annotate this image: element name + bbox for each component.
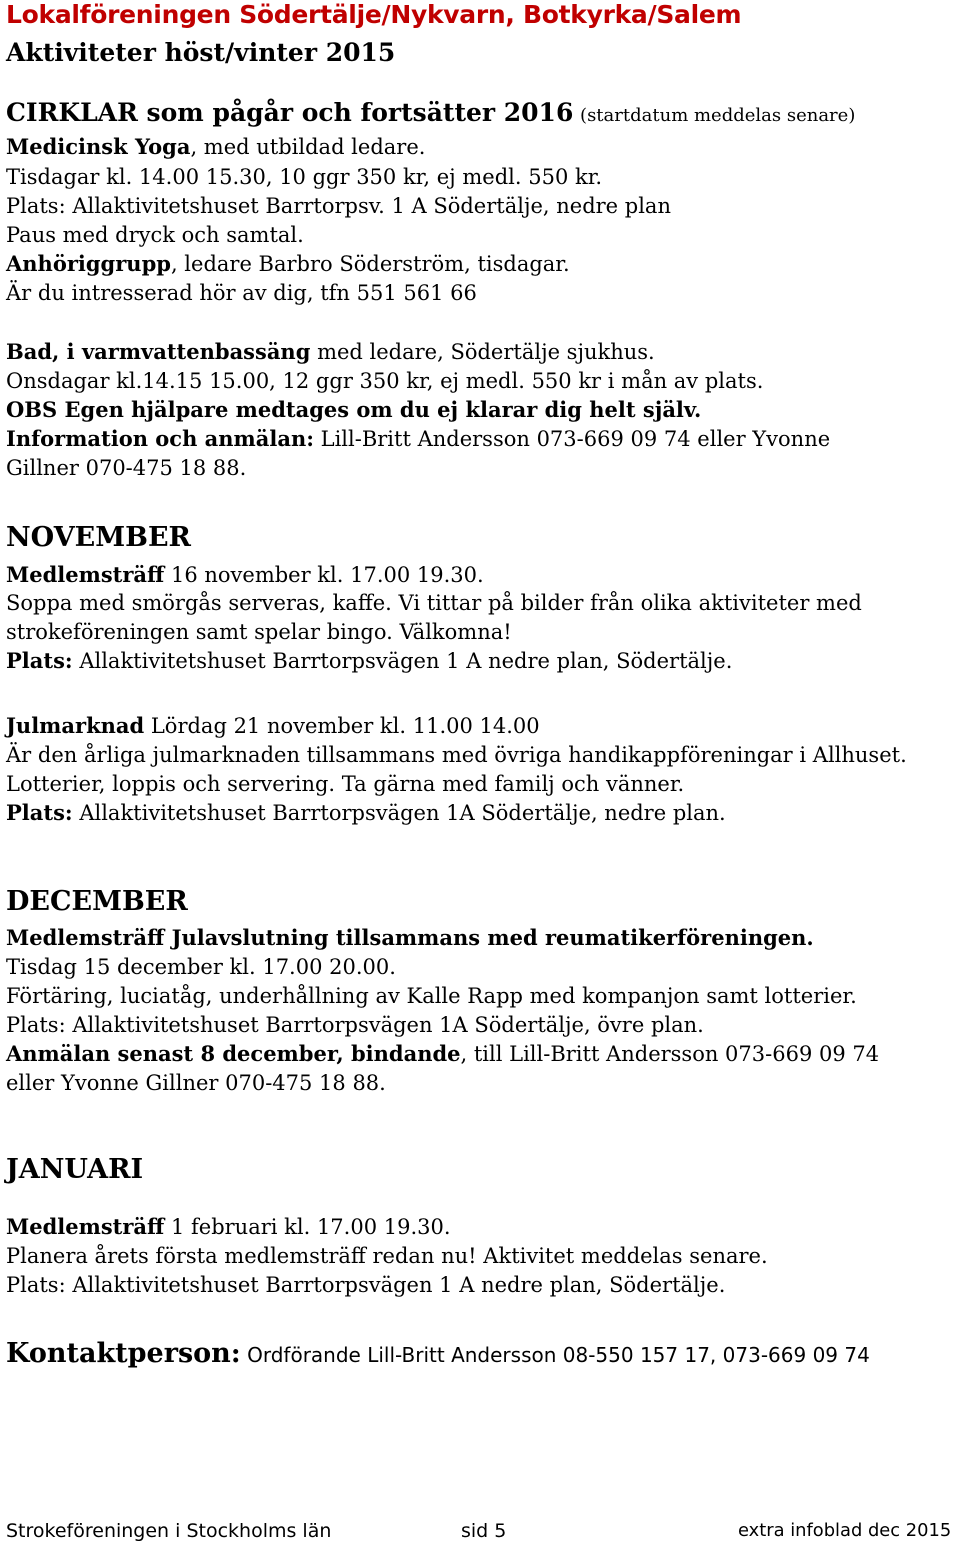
december-program: Förtäring, luciatåg, underhållning av Kalle Rapp med kompanjon samt lotterier. [6,984,857,1008]
december-place: Plats: Allaktivitetshuset Barrtorpsvägen 1A Södertälje, övre plan. [6,1013,704,1037]
january-meet: Medlemsträff 1 februari kl. 17.00 19.30. [6,1214,451,1239]
yoga-title: Medicinsk Yoga, med utbildad ledare. [6,134,426,159]
november-meet-line2: strokeföreningen samt spelar bingo. Välkomna! [6,620,512,644]
page-subtitle: Aktiviteter höst/vinter 2015 [6,38,396,67]
contact-person: Kontaktperson: Ordförande Lill-Britt Andersson 08-550 157 17, 073-669 09 74 [6,1338,870,1369]
december-signup: Anmälan senast 8 december, bindande, till Lill-Britt Andersson 073-669 09 74 [6,1041,880,1066]
footer-page-number: sid 5 [461,1520,507,1542]
december-signup-cont: eller Yvonne Gillner 070-475 18 88. [6,1071,386,1095]
christmas-market: Julmarknad Lördag 21 november kl. 11.00 14.00 [6,713,540,738]
relatives-contact: Är du intresserad hör av dig, tfn 551 561 66 [6,281,477,305]
footer-right: extra infoblad dec 2015 [738,1520,952,1541]
yoga-time: Tisdagar kl. 14.00 15.30, 10 ggr 350 kr, ej medl. 550 kr. [6,165,603,189]
december-heading: DECEMBER [6,886,188,917]
bath-info: Information och anmälan: Lill-Britt Andersson 073-669 09 74 eller Yvonne [6,426,831,451]
yoga-place: Plats: Allaktivitetshuset Barrtorpsv. 1 A Södertälje, nedre plan [6,194,671,218]
january-place: Plats: Allaktivitetshuset Barrtorpsvägen 1 A nedre plan, Södertälje. [6,1273,726,1297]
relatives-group: Anhöriggrupp, ledare Barbro Söderström, tisdagar. [6,251,570,276]
december-meet: Medlemsträff Julavslutning tillsammans med reumatikerföreningen. [6,925,814,950]
december-date: Tisdag 15 december kl. 17.00 20.00. [6,955,396,979]
christmas-line1: Är den årliga julmarknaden tillsammans med övriga handikappföreningar i Allhuset. [6,743,907,767]
bath-time: Onsdagar kl.14.15 15.00, 12 ggr 350 kr, ej medl. 550 kr i mån av plats. [6,369,764,393]
january-plan: Planera årets första medlemsträff redan nu! Aktivitet meddelas senare. [6,1244,768,1268]
circles-heading: CIRKLAR som pågår och fortsätter 2016 (startdatum meddelas senare) [6,98,856,127]
footer-left: Strokeföreningen i Stockholms län [6,1520,332,1542]
yoga-pause: Paus med dryck och samtal. [6,223,304,247]
bath-info-cont: Gillner 070-475 18 88. [6,456,247,480]
november-meet-line1: Soppa med smörgås serveras, kaffe. Vi tittar på bilder från olika aktiviteter med [6,591,862,615]
christmas-line2: Lotterier, loppis och servering. Ta gärna med familj och vänner. [6,772,685,796]
november-heading: NOVEMBER [6,522,191,553]
christmas-place: Plats: Allaktivitetshuset Barrtorpsvägen 1A Södertälje, nedre plan. [6,800,726,825]
page-title: Lokalföreningen Södertälje/Nykvarn, Botkyrka/Salem [6,0,742,29]
january-heading: JANUARI [6,1154,144,1185]
bath-title: Bad, i varmvattenbassäng med ledare, Södertälje sjukhus. [6,339,655,364]
bath-obs: OBS Egen hjälpare medtages om du ej klarar dig helt själv. [6,397,702,422]
november-meet: Medlemsträff 16 november kl. 17.00 19.30. [6,562,484,587]
november-meet-place: Plats: Allaktivitetshuset Barrtorpsvägen 1 A nedre plan, Södertälje. [6,648,733,673]
